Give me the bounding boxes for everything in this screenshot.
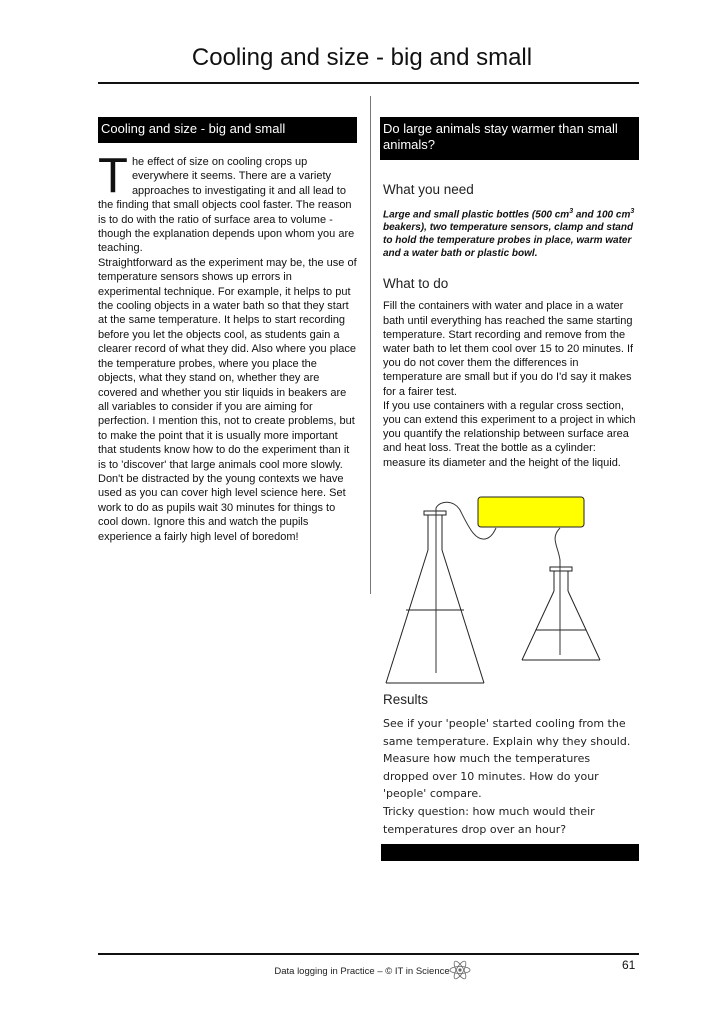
large-flask-icon (386, 511, 484, 683)
intro-text (98, 149, 357, 544)
results-heading: Results (383, 692, 429, 707)
experiment-diagram (380, 490, 639, 690)
superscript-3: 3 (569, 208, 574, 215)
method-heading: What to do (383, 276, 449, 292)
left-heading: Cooling and size - big and small (98, 117, 357, 143)
right-heading: Do large animals stay warmer than small animals? (380, 117, 639, 160)
intro-rest: he effect of size on cooling crops up everywhere it seems. There are a variety approaches to investigating it and all lead to the finding that small objects cool faster. The reason is to do with the ratio of surface area to volume - though the explanation depends upon whom you are teaching. (98, 156, 355, 255)
footer-text: Data logging in Practice – © IT in Science (274, 966, 450, 977)
equipment-list (383, 205, 639, 260)
method-paragraph-1: Fill the containers with water and place in a water bath until everything has reached the same starting temperature. Start recording and remove from the water bath to let them cool over 15 to 20 minutes. If you do not cover them the differences in temperature are small but if you do I'd say it makes for a fairer test. (383, 300, 634, 398)
bottom-black-bar (381, 844, 639, 861)
drop-cap: T (98, 149, 128, 203)
need-text-a: Large and small plastic bottles (500 cm (383, 209, 570, 221)
data-logger-icon (478, 497, 584, 527)
page-number: 61 (622, 958, 636, 972)
bottom-rule (98, 953, 639, 955)
intro-paragraph (98, 149, 357, 256)
column-divider (370, 96, 371, 594)
results-paragraph-1: See if your 'people' started cooling from the same temperature. Explain why they should. Measure how much the temperatures dropped over 10 minutes. How do your 'people' compare. (383, 717, 631, 801)
paragraph-2: Straightforward as the experiment may be, the use of temperature sensors shows up errors in experimental technique. For example, it helps to put the cooling objects in a water bath so that they start at the same temperature. It helps to start recording before you let the objects cool, as students gain a clearer record of what they did. Also where you place the temperature probes, where you place the objects, what they stand on, whether they are covered and whether you stir liquids in beakers are all variables to consider if you are aiming for perfection. I mention this, not to create problems, but to make the point that it is usually more important that students know how to do the experiment than it is to 'discover' that large animals cool more slowly. (98, 256, 357, 471)
superscript-3b: 3 (630, 208, 635, 215)
left-column (98, 117, 357, 544)
page-title: Cooling and size - big and small (191, 44, 533, 71)
temperature-probes (436, 502, 560, 673)
method-paragraph-2: If you use containers with a regular cross section, you can extend this experiment to a project in which you quantify the relationship between surface area and heat loss. Treat the bottle as a cylinder: measure its diameter and the height of the liquid. (383, 399, 636, 469)
top-rule (98, 82, 639, 84)
small-flask-icon (522, 567, 600, 660)
need-text-b: and 100 cm (573, 209, 631, 221)
right-column (380, 117, 639, 470)
atom-logo-icon (448, 958, 472, 982)
need-heading: What you need (383, 182, 474, 197)
results-paragraph-2: Tricky question: how much would their temperatures drop over an hour? (383, 804, 595, 836)
results-section (380, 692, 639, 838)
paragraph-3: Don't be distracted by the young contexts we have used as you can cover high level science here. Set work to do as pupils wait 30 minutes for things to cool down. Ignore this and watch the pupils experience a fairly high level of boredom! (98, 472, 346, 543)
need-text-c: beakers), two temperature sensors, clamp and stand to hold the temperature probes in place, warm water and a water bath or plastic bowl. (383, 222, 634, 260)
